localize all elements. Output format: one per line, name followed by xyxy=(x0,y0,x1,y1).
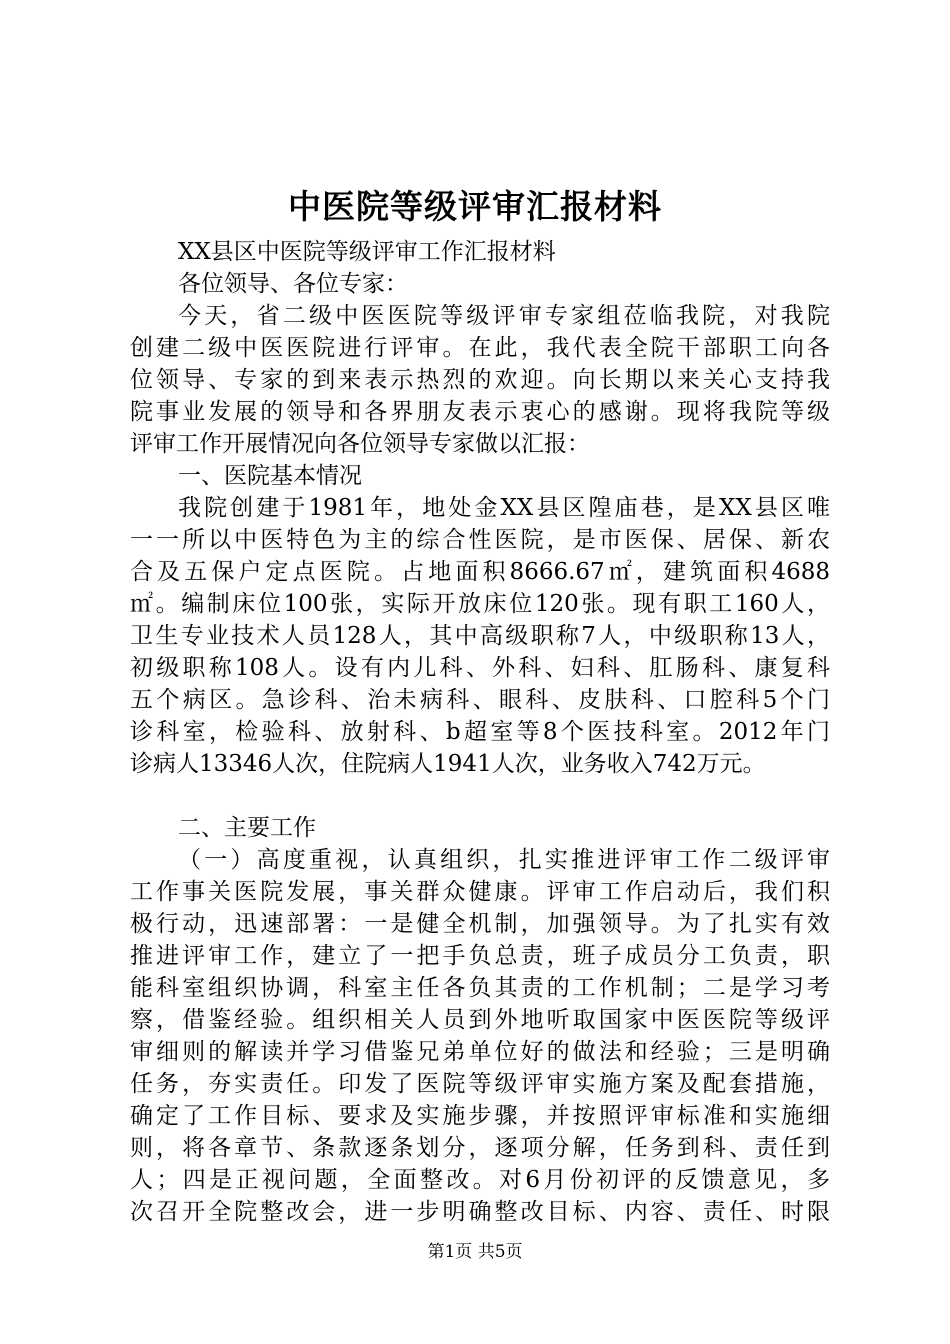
paragraph-line: 创建二级中医医院进行评审。在此，我代表全院干部职工向各 xyxy=(130,335,830,361)
paragraph-line: 五个病区。急诊科、治未病科、眼科、皮肤科、口腔科5个门 xyxy=(130,687,830,713)
paragraph-line: 今天，省二级中医医院等级评审专家组莅临我院，对我院 xyxy=(178,303,830,329)
paragraph-line: 院事业发展的领导和各界朋友表示衷心的感谢。现将我院等级 xyxy=(130,399,830,425)
paragraph-line: 任务，夯实责任。印发了医院等级评审实施方案及配套措施， xyxy=(130,1071,830,1097)
paragraph-line: 一一所以中医特色为主的综合性医院，是市医保、居保、新农 xyxy=(130,527,830,553)
paragraph-line: 位领导、专家的到来表示热烈的欢迎。向长期以来关心支持我 xyxy=(130,367,830,393)
paragraph-line: 确定了工作目标、要求及实施步骤，并按照评审标准和实施细 xyxy=(130,1103,830,1129)
paragraph-line: 察，借鉴经验。组织相关人员到外地听取国家中医医院等级评 xyxy=(130,1007,830,1033)
paragraph-line: 审细则的解读并学习借鉴兄弟单位好的做法和经验；三是明确 xyxy=(130,1039,830,1065)
paragraph-line: 我院创建于1981年，地处金XX县区隍庙巷，是XX县区唯 xyxy=(178,495,830,521)
paragraph-line: 则，将各章节、条款逐条划分，逐项分解，任务到科、责任到 xyxy=(130,1135,830,1161)
paragraph-line: 诊科室，检验科、放射科、b超室等8个医技科室。2012年门 xyxy=(130,719,830,745)
paragraph-line: 人；四是正视问题，全面整改。对6月份初评的反馈意见，多 xyxy=(130,1167,830,1193)
paragraph-line: 合及五保户定点医院。占地面积8666.67㎡，建筑面积4688 xyxy=(130,559,830,585)
paragraph-line: （一）高度重视，认真组织，扎实推进评审工作二级评审 xyxy=(178,847,830,873)
salutation-line: 各位领导、各位专家： xyxy=(178,271,408,297)
paragraph-line: 推进评审工作，建立了一把手负总责，班子成员分工负责，职 xyxy=(130,943,830,969)
paragraph-line: 极行动，迅速部署：一是健全机制，加强领导。为了扎实有效 xyxy=(130,911,830,937)
paragraph-line: 初级职称108人。设有内儿科、外科、妇科、肛肠科、康复科 xyxy=(130,655,830,681)
page-number-footer: 第1页 共5页 xyxy=(427,1242,523,1262)
paragraph-line: 工作事关医院发展，事关群众健康。评审工作启动后，我们积 xyxy=(130,879,830,905)
paragraph-line: 能科室组织协调，科室主任各负其责的工作机制；二是学习考 xyxy=(130,975,830,1001)
paragraph-line: 卫生专业技术人员128人，其中高级职称7人，中级职称13人， xyxy=(130,623,830,649)
paragraph-line: 评审工作开展情况向各位领导专家做以汇报： xyxy=(130,431,590,457)
paragraph-line: ㎡。编制床位100张，实际开放床位120张。现有职工160人， xyxy=(130,591,830,617)
paragraph-line: 诊病人13346人次，住院病人1941人次，业务收入742万元。 xyxy=(130,751,766,777)
paragraph-line: 次召开全院整改会，进一步明确整改目标、内容、责任、时限 xyxy=(130,1199,830,1225)
document-title: 中医院等级评审汇报材料 xyxy=(288,187,662,226)
section-heading: 一、医院基本情况 xyxy=(178,463,362,489)
subtitle-line: XX县区中医院等级评审工作汇报材料 xyxy=(178,239,556,265)
section-heading: 二、主要工作 xyxy=(178,815,316,841)
